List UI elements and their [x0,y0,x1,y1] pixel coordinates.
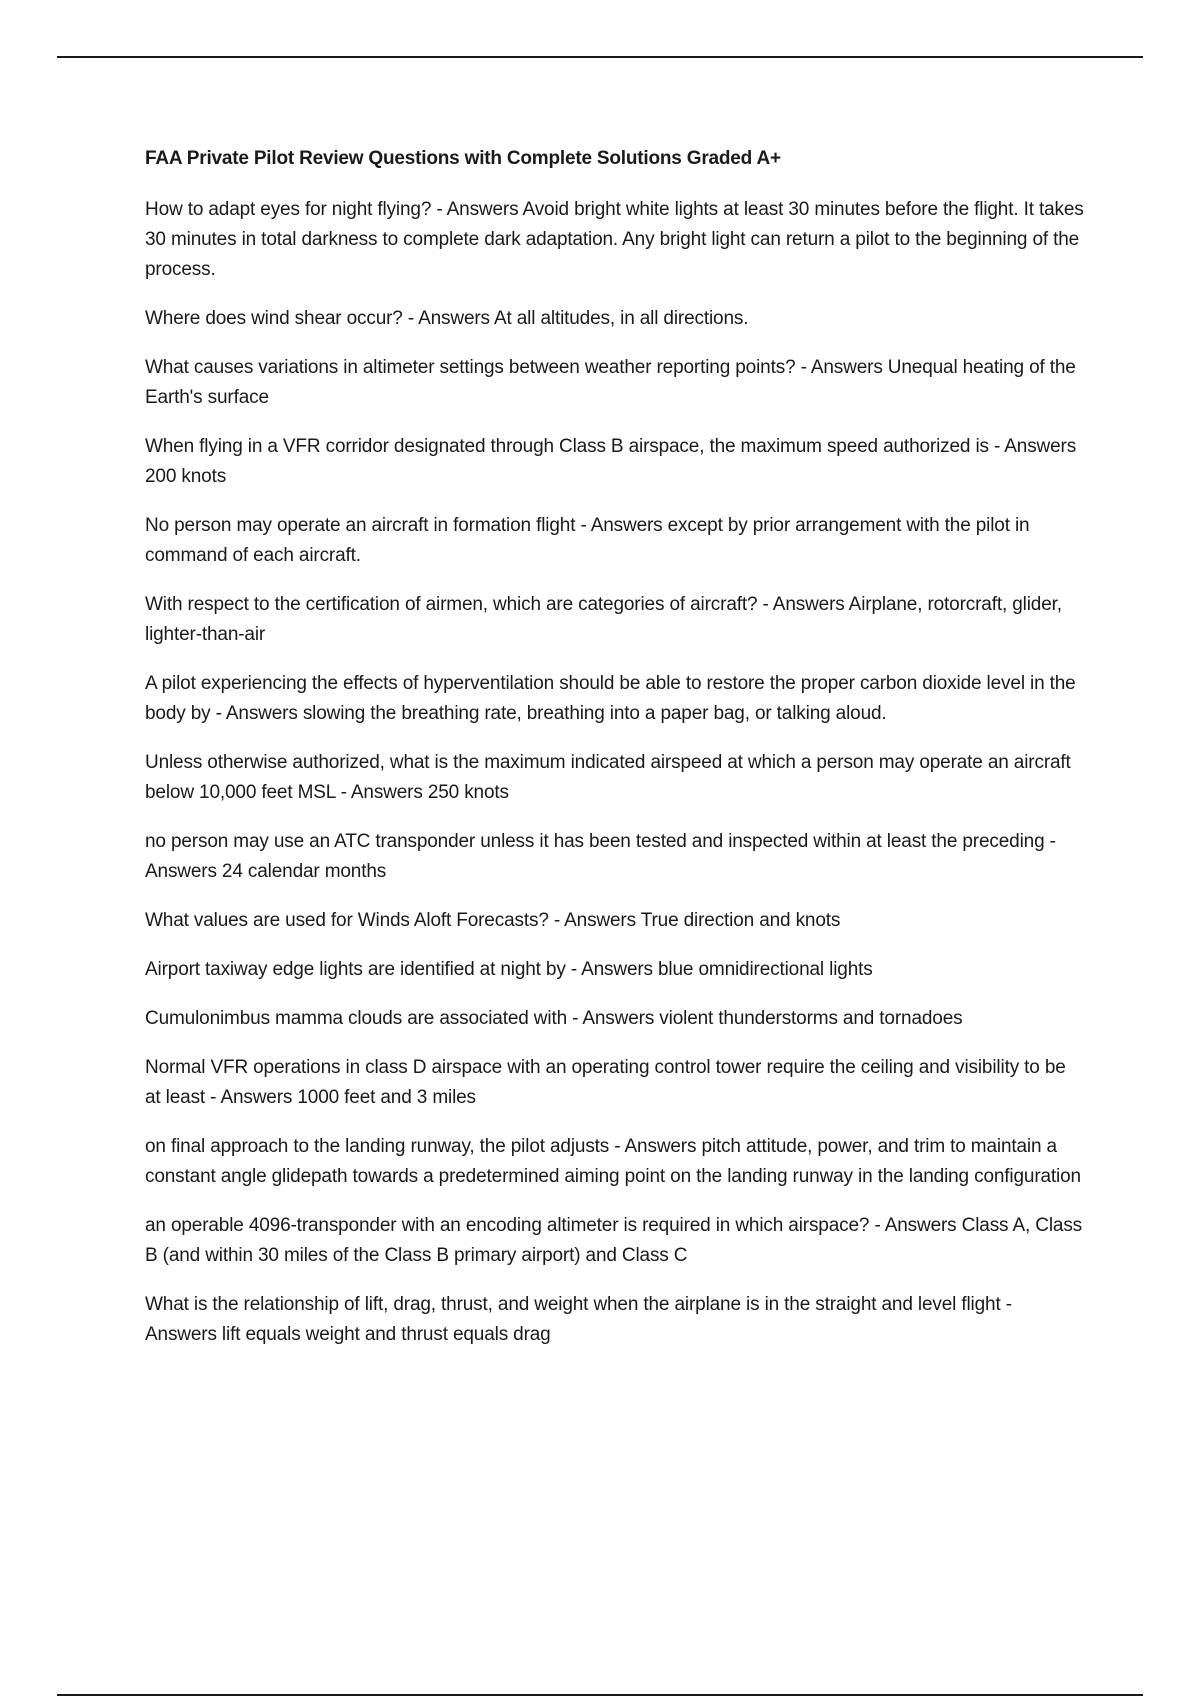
qa-item: How to adapt eyes for night flying? - Answers Avoid bright white lights at least 30 minutes before the flight. It takes 30 minutes in total darkness to complete dark adaptation. Any bright light can return a pilot to the beginning of the process. [145,199,1084,280]
qa-item: When flying in a VFR corridor designated through Class B airspace, the maximum speed authorized is - Answers 200 knots [145,436,1077,487]
footer-rule [57,1694,1143,1696]
header-rule [57,56,1143,58]
qa-item: Normal VFR operations in class D airspace with an operating control tower require the ceiling and visibility to be at least - Answers 1000 feet and 3 miles [145,1057,1066,1108]
qa-item: Cumulonimbus mamma clouds are associated with - Answers violent thunderstorms and tornadoes [145,1008,963,1029]
qa-item: on final approach to the landing runway, the pilot adjusts - Answers pitch attitude, power, and trim to maintain a constant angle glidepath towards a predetermined aiming point on the landing runway in the landing configuration [145,1136,1081,1187]
document-body [145,145,1085,1369]
qa-item: What is the relationship of lift, drag, thrust, and weight when the airplane is in the straight and level flight - Answers lift equals weight and thrust equals drag [145,1294,1012,1345]
qa-item: A pilot experiencing the effects of hyperventilation should be able to restore the proper carbon dioxide level in the body by - Answers slowing the breathing rate, breathing into a paper bag, or talking aloud. [145,673,1076,724]
qa-item: Unless otherwise authorized, what is the maximum indicated airspeed at which a person may operate an aircraft below 10,000 feet MSL - Answers 250 knots [145,752,1071,803]
qa-item: an operable 4096-transponder with an encoding altimeter is required in which airspace? - Answers Class A, Class B (and within 30 miles of the Class B primary airport) and Class C [145,1215,1083,1266]
qa-item: With respect to the certification of airmen, which are categories of aircraft? - Answers Airplane, rotorcraft, glider, lighter-than-air [145,594,1062,645]
document-title: FAA Private Pilot Review Questions with Complete Solutions Graded A+ [145,148,781,169]
qa-item: What values are used for Winds Aloft Forecasts? - Answers True direction and knots [145,910,841,931]
qa-item: No person may operate an aircraft in formation flight - Answers except by prior arrangement with the pilot in command of each aircraft. [145,515,1030,566]
qa-item: no person may use an ATC transponder unless it has been tested and inspected within at least the preceding - Answers 24 calendar months [145,831,1056,882]
qa-item: Airport taxiway edge lights are identified at night by - Answers blue omnidirectional lights [145,959,873,980]
qa-item: Where does wind shear occur? - Answers At all altitudes, in all directions. [145,308,749,329]
qa-item: What causes variations in altimeter settings between weather reporting points? - Answers Unequal heating of the Earth's surface [145,357,1076,408]
